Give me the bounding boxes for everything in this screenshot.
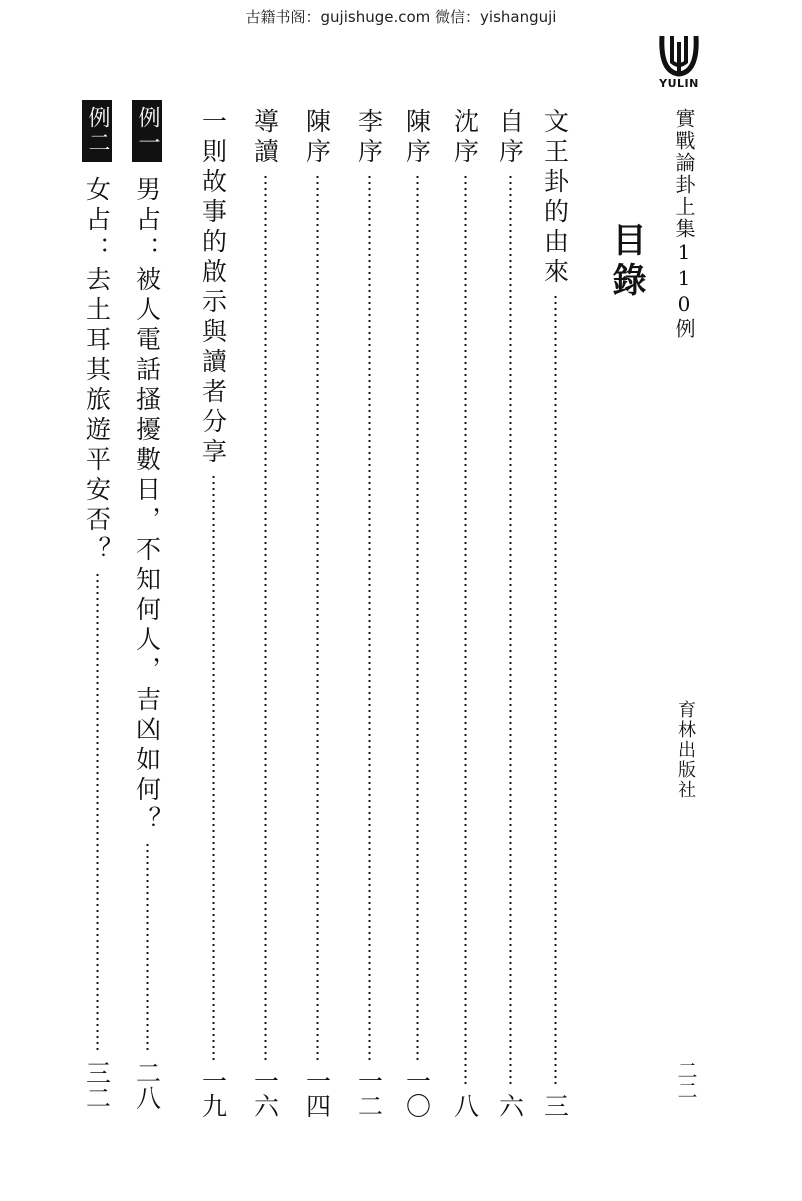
toc-entry-title: 導讀 [250, 108, 280, 168]
case-badge: 例二 [82, 100, 112, 162]
dot-leader [264, 174, 267, 1062]
dot-leader [464, 174, 467, 1087]
toc-heading: 目錄 [606, 222, 646, 302]
toc-entry[interactable] [196, 108, 230, 1118]
publisher-name: 育林出版社 [675, 700, 696, 800]
toc-entry-title: 李序 [354, 108, 384, 168]
case-entry-page: 二八 [132, 1060, 162, 1110]
toc-entry-page: 一九 [198, 1068, 228, 1118]
toc-entry-title: 陳序 [302, 108, 332, 168]
toc-entry-title: 文王卦的由來 [540, 108, 570, 288]
toc-entry-title: 一則故事的啟示與讀者分享 [198, 108, 228, 468]
book-title: 實戰論卦上集110例 [672, 108, 696, 340]
toc-entry-page: 三 [540, 1093, 570, 1118]
case-entry[interactable] [80, 100, 114, 1110]
dot-leader [509, 174, 512, 1087]
dot-leader [554, 294, 557, 1087]
toc-entry[interactable] [400, 108, 434, 1118]
toc-entry[interactable] [493, 108, 527, 1118]
toc-entry-page: 八 [450, 1093, 480, 1118]
dot-leader [146, 842, 149, 1054]
toc-entry-title: 陳序 [402, 108, 432, 168]
toc-entry-page: 六 [495, 1093, 525, 1118]
toc-entry-page: 一二 [354, 1068, 384, 1118]
toc-entry-page: 一〇 [402, 1068, 432, 1118]
watermark-header: 古籍书阁：gujishuge.com 微信：yishanguji [245, 8, 557, 26]
toc-entry[interactable] [352, 108, 386, 1118]
dot-leader [316, 174, 319, 1062]
page-number: 二二 [674, 1060, 698, 1100]
toc-entry[interactable] [448, 108, 482, 1118]
case-entry[interactable] [130, 100, 164, 1110]
toc-entry[interactable] [538, 108, 572, 1118]
toc-entry-page: 一四 [302, 1068, 332, 1118]
dot-leader [212, 474, 215, 1062]
case-badge: 例一 [132, 100, 162, 162]
dot-leader [96, 572, 99, 1054]
toc-entry[interactable] [248, 108, 282, 1118]
dot-leader [416, 174, 419, 1062]
dot-leader [368, 174, 371, 1062]
toc-entry-title: 沈序 [450, 108, 480, 168]
toc-entry-page: 一六 [250, 1068, 280, 1118]
toc-entry[interactable] [300, 108, 334, 1118]
logo-wordmark: YULIN [659, 77, 699, 90]
toc-entry-title: 自序 [495, 108, 525, 168]
case-entry-title: 女占：去土耳其旅遊平安否？ [82, 176, 112, 566]
case-entry-page: 三二 [82, 1060, 112, 1110]
case-entry-title: 男占：被人電話搔擾數日，不知何人，吉凶如何？ [132, 176, 162, 836]
